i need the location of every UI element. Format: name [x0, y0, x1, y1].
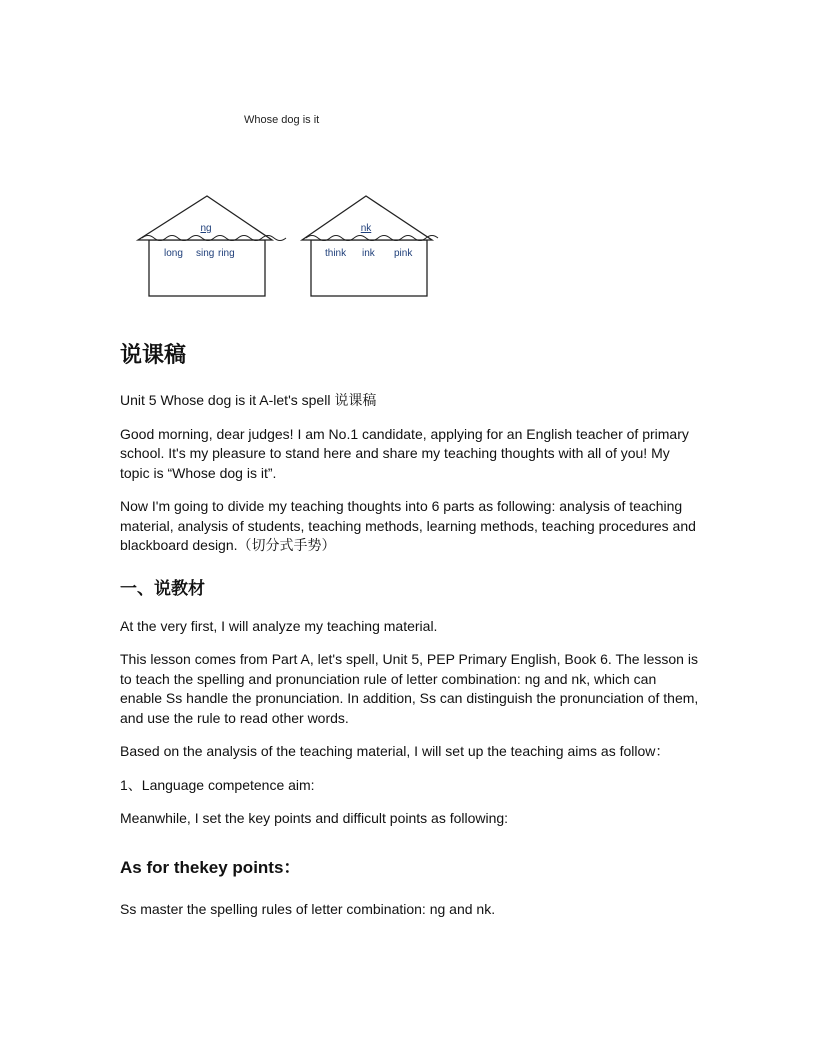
key-points-paragraph: Ss master the spelling rules of letter combination: ng and nk.: [120, 900, 496, 917]
section1-lesson-paragraph: This lesson comes from Part A, let's spell, Unit 5, PEP Primary English, Book 6. The lesson is to teach the spelling and pronunciation rule of letter combination: ng and nk, which can enable Ss handle the pronunciation. In addition, Ss can distinguish the pronunciation of them, and use the rule to read other words.: [120, 651, 699, 726]
figure-caption: Whose dog is it: [244, 114, 320, 126]
document-subtitle: Unit 5 Whose dog is it A-let's spell 说课稿: [120, 392, 377, 408]
house-nk-word-3: pink: [394, 248, 413, 259]
aims-intro-paragraph: Based on the analysis of the teaching material, I will set up the teaching aims as follow：: [120, 743, 670, 759]
aim1-paragraph: 1、Language competence aim:: [120, 776, 315, 793]
house-ng-title: ng: [200, 223, 212, 234]
house-ng-word-1: long: [164, 248, 183, 259]
house-nk: [302, 196, 438, 296]
house-figure: [120, 186, 446, 304]
house-nk-word-2: ink: [362, 248, 375, 259]
section1-first-paragraph: At the very first, I will analyze my teaching material.: [120, 617, 438, 634]
key-points-intro-paragraph: Meanwhile, I set the key points and difficult points as following:: [120, 810, 509, 826]
house-ng: [138, 196, 286, 296]
house-nk-title: nk: [360, 223, 372, 234]
house-ng-word-3: ring: [218, 248, 235, 259]
section1-heading: 一、说教材: [120, 578, 205, 599]
house-ng-word-2: sing: [196, 248, 215, 259]
parts-paragraph: Now I'm going to divide my teaching thoughts into 6 parts as following: analysis of teaching material, analysis of students, teaching methods, learning methods, teaching procedures and blackboard design.（切分式手势）: [120, 498, 696, 553]
intro-paragraph: Good morning, dear judges! I am No.1 candidate, applying for an English teacher of primary school. It's my pleasure to stand here and share my teaching thoughts with all of you! My topic is “Whose dog is it”.: [120, 425, 689, 481]
key-points-heading: As for thekey points：: [120, 857, 301, 877]
document-body: [120, 332, 700, 933]
document-title: 说课稿: [120, 343, 187, 368]
house-nk-word-1: think: [325, 248, 347, 259]
